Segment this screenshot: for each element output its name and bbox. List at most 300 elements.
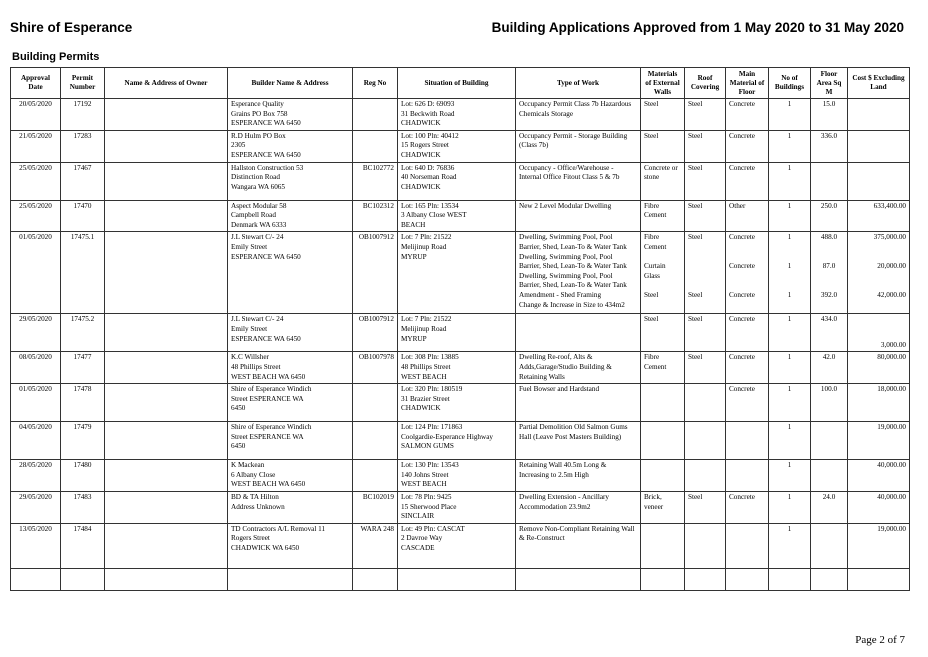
cell-text: Steel [688,492,703,501]
table-row [11,422,910,460]
cell-work [516,352,641,384]
cell-line: Denmark WA 6333 [231,220,287,229]
cell-line: Steel [688,233,703,242]
cell-cost [848,232,910,314]
cell-text: 42.0 [822,353,836,362]
cell-permit [61,523,105,568]
cell-line [851,243,906,253]
cell-text: 13/05/2020 [19,524,52,533]
cell-text: BC102312 [362,201,394,210]
cell-line: 48 Phillips Street [401,362,451,371]
cell-empty [105,568,228,590]
cell-num [769,314,811,352]
cell-area [811,523,848,568]
cell-line: K.C Willsher [231,353,269,362]
cell-num [769,162,811,200]
cell-line: Steel [688,290,703,299]
cell-line: 31 Beckwith Road [401,109,455,118]
cell-roof [685,232,726,314]
cell-text: Dwelling Extension - Ancillary Accommodation 23.9m2 [519,492,610,511]
cell-text: 1 [787,492,792,501]
cell-line: Emily Street [231,324,268,333]
cell-roof [685,523,726,568]
cell-text: BC102772 [362,163,394,172]
cell-line: BD & TA Hilton [231,492,279,501]
table-row [11,232,910,314]
cell-floor [726,352,769,384]
cell-line [851,253,906,263]
cell-line: Aspect Modular 58 [231,201,287,210]
col-header: Floor Area Sq M [811,68,848,99]
cell-line: 20,000.00 [877,262,906,271]
table-row [11,523,910,568]
cell-line: CHADWICK [401,182,441,191]
cell-text: Fibre Cement [644,201,667,220]
cell-line: 40 Norseman Road [401,173,457,182]
cell-reg [353,384,398,422]
cell-text: 15.0 [822,100,836,108]
cell-line [688,243,722,253]
cell-owner [105,232,228,314]
cell-line [729,253,765,263]
cell-work [516,232,641,314]
cell-line [814,243,844,253]
cell-walls [641,99,685,131]
cell-reg [353,491,398,523]
cell-text: 1 [787,131,792,140]
cell-line: Concrete [729,262,755,271]
cell-line: SINCLAIR [401,512,435,521]
table-row [11,130,910,162]
cell-text: Concrete [729,385,755,394]
cell-area [811,422,848,460]
cell-date [11,460,61,492]
cell-line [851,281,906,291]
cell-walls [641,130,685,162]
cell-text: 17484 [73,524,92,533]
cell-walls [641,460,685,492]
cell-reg [353,352,398,384]
cell-empty [726,568,769,590]
cell-text: Occupancy Permit Class 7b Hazardous Chemicals Storage [519,100,632,118]
cell-line [772,253,807,263]
cell-text: 1 [787,201,792,210]
section-title: Building Permits [12,51,100,63]
col-header: Name & Address of Owner [105,68,228,99]
permits-table [10,67,910,591]
cell-area [811,384,848,422]
cell-line: Hallston Construction 53 [231,163,304,172]
cell-text: 17192 [73,100,92,108]
cell-line: 1 [787,233,792,242]
cell-date [11,232,61,314]
cell-area [811,314,848,352]
table-row [11,314,910,352]
cell-builder [228,491,353,523]
cell-num [769,491,811,523]
cell-num [769,384,811,422]
cell-line: 2 Davroe Way [401,534,443,543]
cell-walls [641,422,685,460]
cell-owner [105,491,228,523]
cell-line [772,272,807,282]
cell-line: CHADWICK [401,404,441,413]
cell-roof [685,314,726,352]
cell-text: 17478 [73,385,92,394]
cell-empty [11,568,61,590]
cell-owner [105,99,228,131]
cell-line [644,281,681,291]
cell-line: ESPERANCE WA 6450 [231,150,301,159]
cell-line: CHADWICK [401,119,441,128]
cell-line: 392.0 [820,290,838,299]
cell-text: 336.0 [820,131,838,140]
cell-text: 19,000.00 [877,423,906,432]
cell-line: 15 Sherwood Place [401,502,457,511]
report-title: Building Applications Approved from 1 May 2020 to 31 May 2020 [491,20,904,35]
cell-text: Partial Demolition Old Salmon Gums Hall (Leave Post Masters Building) [519,423,628,441]
cell-walls [641,232,685,314]
cell-situation [398,314,516,352]
cell-empty [228,568,353,590]
cell-text: 08/05/2020 [19,353,52,362]
cell-permit [61,200,105,232]
cell-line: Lot: 78 Pln: 9425 [401,492,452,501]
cell-roof [685,384,726,422]
cell-line [688,272,722,282]
cell-line: 48 Phillips Street [231,362,281,371]
cell-line [729,243,765,253]
cell-text: Steel [644,131,659,140]
cell-area [811,460,848,492]
cell-situation [398,422,516,460]
cell-text: 17475.2 [70,315,95,324]
cell-cost [848,162,910,200]
cell-floor [726,200,769,232]
cell-text: 17475.1 [70,233,95,242]
cell-line: Change & Increase in Size to 434m2 [519,300,625,309]
cell-line: Barrier, Shed, Lean-To & Water Tank [519,242,627,251]
cell-line: WEST BEACH [401,372,447,381]
cell-cost [848,352,910,384]
cell-line: J.L Stewart C/- 24 [231,233,284,242]
cell-text: Remove Non-Compliant Retaining Wall & Re-Construct [519,524,635,543]
cell-situation [398,232,516,314]
cell-area [811,200,848,232]
cell-text: Occupancy Permit - Storage Building (Class 7b) [519,131,628,150]
col-header: Type of Work [516,68,641,99]
cell-text: BC102019 [362,492,394,501]
cell-num [769,232,811,314]
cell-area [811,130,848,162]
cell-text: 25/05/2020 [19,163,52,172]
cell-num [769,460,811,492]
table-row [11,460,910,492]
cell-walls [641,162,685,200]
cell-line: CASCADE [401,543,435,552]
cell-empty [353,568,398,590]
cell-text: 17479 [73,423,92,432]
table-row [11,162,910,200]
cell-text: 20/05/2020 [19,100,52,108]
cell-text: 01/05/2020 [19,385,52,394]
table-header-row [11,68,910,99]
cell-line: Concrete [729,233,755,242]
cell-owner [105,523,228,568]
cell-text: Concrete [729,353,755,362]
cell-num [769,130,811,162]
cell-builder [228,523,353,568]
cell-cost [848,460,910,492]
cell-text: Brick, veneer [644,492,664,511]
cell-line: Concrete [729,290,755,299]
cell-text: Concrete [729,492,755,501]
table-row [11,491,910,523]
cell-text: Steel [688,100,703,108]
cell-cost [848,422,910,460]
cell-line: Emily Street [231,242,268,251]
cell-line: Amendment - Shed Framing [519,290,602,299]
cell-situation [398,491,516,523]
cell-walls [641,200,685,232]
cell-permit [61,352,105,384]
cell-text: Dwelling Re-roof, Alts & Adds,Garage/Studio Building & Retaining Walls [519,353,612,381]
org-name: Shire of Esperance [10,20,133,35]
cell-line: Street ESPERANCE WA [231,394,304,403]
cell-line: Lot: 7 Pln: 21522 [401,233,452,242]
cell-num [769,422,811,460]
cell-reg [353,314,398,352]
cell-text: 17470 [73,201,92,210]
cell-reg [353,130,398,162]
cell-text: 1 [787,461,792,470]
cell-owner [105,384,228,422]
table-row [11,352,910,384]
cell-floor [726,314,769,352]
cell-text: Concrete [729,315,755,324]
cell-line: Steel [644,290,659,299]
cell-line: Lot: 626 D: 69093 [401,100,455,108]
cell-empty [811,568,848,590]
table-row [11,99,910,131]
cell-line [644,253,681,263]
cell-line: Lot: 165 Pln: 13534 [401,201,459,210]
cell-builder [228,352,353,384]
cell-num [769,200,811,232]
cell-line: Dwelling, Swimming Pool, Pool [519,252,613,261]
col-header: No of Buildings [769,68,811,99]
cell-line [688,262,722,272]
cell-num [769,352,811,384]
cell-floor [726,384,769,422]
cell-permit [61,384,105,422]
cell-line: Shire of Esperance Windich [231,385,312,394]
cell-work [516,384,641,422]
cell-cost [848,99,910,131]
cell-line: BEACH [401,220,426,229]
cell-text: Steel [688,163,703,172]
cell-text: WARA 248 [360,524,394,533]
cell-line: 42,000.00 [877,290,906,299]
cell-text: Concrete [729,163,755,172]
cell-date [11,422,61,460]
cell-line: 87.0 [822,262,836,271]
cell-permit [61,130,105,162]
cell-line: 140 Johns Street [401,470,449,479]
cell-text: OB1007978 [358,353,394,362]
cell-floor [726,523,769,568]
cell-walls [641,314,685,352]
cell-line: Street ESPERANCE WA [231,432,304,441]
cell-empty [516,568,641,590]
cell-text: Steel [688,131,703,140]
cell-line [729,281,765,291]
cell-date [11,130,61,162]
cell-num [769,523,811,568]
cell-text: 100.0 [820,385,838,394]
cell-text: 17480 [73,461,92,470]
cell-floor [726,422,769,460]
cell-date [11,491,61,523]
cell-empty [685,568,726,590]
cell-text: 17467 [73,163,92,172]
cell-line: WEST BEACH [401,480,447,489]
cell-line: Barrier, Shed, Lean-To & Water Tank [519,281,627,290]
cell-text: 25/05/2020 [19,201,52,210]
cell-owner [105,352,228,384]
cell-reg [353,460,398,492]
cell-line: 1 [787,290,792,299]
cell-text: 19,000.00 [877,524,906,533]
cell-floor [726,460,769,492]
cell-line: Dwelling, Swimming Pool, Pool [519,271,613,280]
cell-line: 488.0 [820,233,838,242]
cell-text: 29/05/2020 [19,492,52,501]
cell-line: Glass [644,271,660,280]
cell-cost [848,384,910,422]
cell-builder [228,422,353,460]
cell-line: Lot: 49 Pln: CASCAT [401,524,465,533]
cell-line: Coolgardie-Esperance Highway [401,432,494,441]
cell-text: 250.0 [820,201,838,210]
cell-line: Address Unknown [231,502,285,511]
cell-cost [848,200,910,232]
cell-owner [105,200,228,232]
cell-permit [61,314,105,352]
cell-work [516,523,641,568]
cell-roof [685,162,726,200]
cell-line: WEST BEACH WA 6450 [231,372,306,381]
cell-text: 17483 [73,492,92,501]
cell-work [516,491,641,523]
cell-text: Steel [644,100,659,108]
cell-line: Lot: 308 Pln: 13885 [401,353,459,362]
cell-permit [61,162,105,200]
cell-work [516,200,641,232]
cell-line: Dwelling, Swimming Pool, Pool [519,233,613,242]
cell-line: Rogers Street [231,534,270,543]
cell-line: 6 Albany Close [231,470,276,479]
cell-line: J.L Stewart C/- 24 [231,315,284,324]
cell-text: Concrete [729,100,755,108]
cell-text: 04/05/2020 [19,423,52,432]
cell-line [772,281,807,291]
cell-floor [726,130,769,162]
cell-permit [61,99,105,131]
cell-line: Wangara WA 6065 [231,182,285,191]
cell-owner [105,162,228,200]
cell-text: Other [729,201,746,210]
cell-line: K Mackean [231,461,265,470]
cell-reg [353,99,398,131]
col-header: Permit Number [61,68,105,99]
cell-cost [848,314,910,352]
cell-line: CHADWICK [401,150,441,159]
cell-work [516,130,641,162]
cell-line: Lot: 7 Pln: 21522 [401,315,452,324]
cell-owner [105,422,228,460]
col-header: Materials of External Walls [641,68,685,99]
cell-situation [398,523,516,568]
cell-situation [398,352,516,384]
cell-text: 1 [787,385,792,394]
cell-line: 3 Albany Close WEST [401,211,467,220]
cell-text: Concrete or stone [644,163,678,182]
cell-text: 434.0 [820,315,838,324]
cell-text: Steel [644,315,659,324]
cell-owner [105,460,228,492]
cell-reg [353,523,398,568]
cell-area [811,352,848,384]
cell-empty [769,568,811,590]
cell-floor [726,162,769,200]
cell-roof [685,99,726,131]
cell-line: ESPERANCE WA 6450 [231,252,301,261]
cell-line: TD Contractors A/L Removal 11 [231,524,326,533]
cell-text: 1 [787,315,792,324]
cell-line [772,243,807,253]
cell-line: ESPERANCE WA 6450 [231,334,301,343]
cell-line: Curtain [644,262,666,271]
col-header: Cost $ Excluding Land [848,68,910,99]
col-header: Roof Covering [685,68,726,99]
cell-floor [726,491,769,523]
cell-builder [228,384,353,422]
cell-text: OB1007912 [358,315,394,324]
cell-cost [848,130,910,162]
col-header: Approval Date [11,68,61,99]
cell-empty [848,568,910,590]
cell-text: Steel [688,201,703,210]
cell-roof [685,460,726,492]
cell-situation [398,130,516,162]
col-header: Reg No [353,68,398,99]
cell-line: R.D Hulm PO Box [231,131,286,140]
cell-text: 40,000.00 [877,492,906,501]
cell-line: Grains PO Box 758 [231,109,288,118]
cell-work [516,162,641,200]
cell-text: 3,000.00 [880,340,906,349]
col-header: Builder Name & Address [228,68,353,99]
cell-date [11,352,61,384]
cell-area [811,232,848,314]
cell-text: 1 [787,423,792,432]
col-header: Situation of Building [398,68,516,99]
cell-builder [228,232,353,314]
cell-area [811,491,848,523]
cell-text: 21/05/2020 [19,131,52,140]
cell-text: 01/05/2020 [19,233,52,242]
